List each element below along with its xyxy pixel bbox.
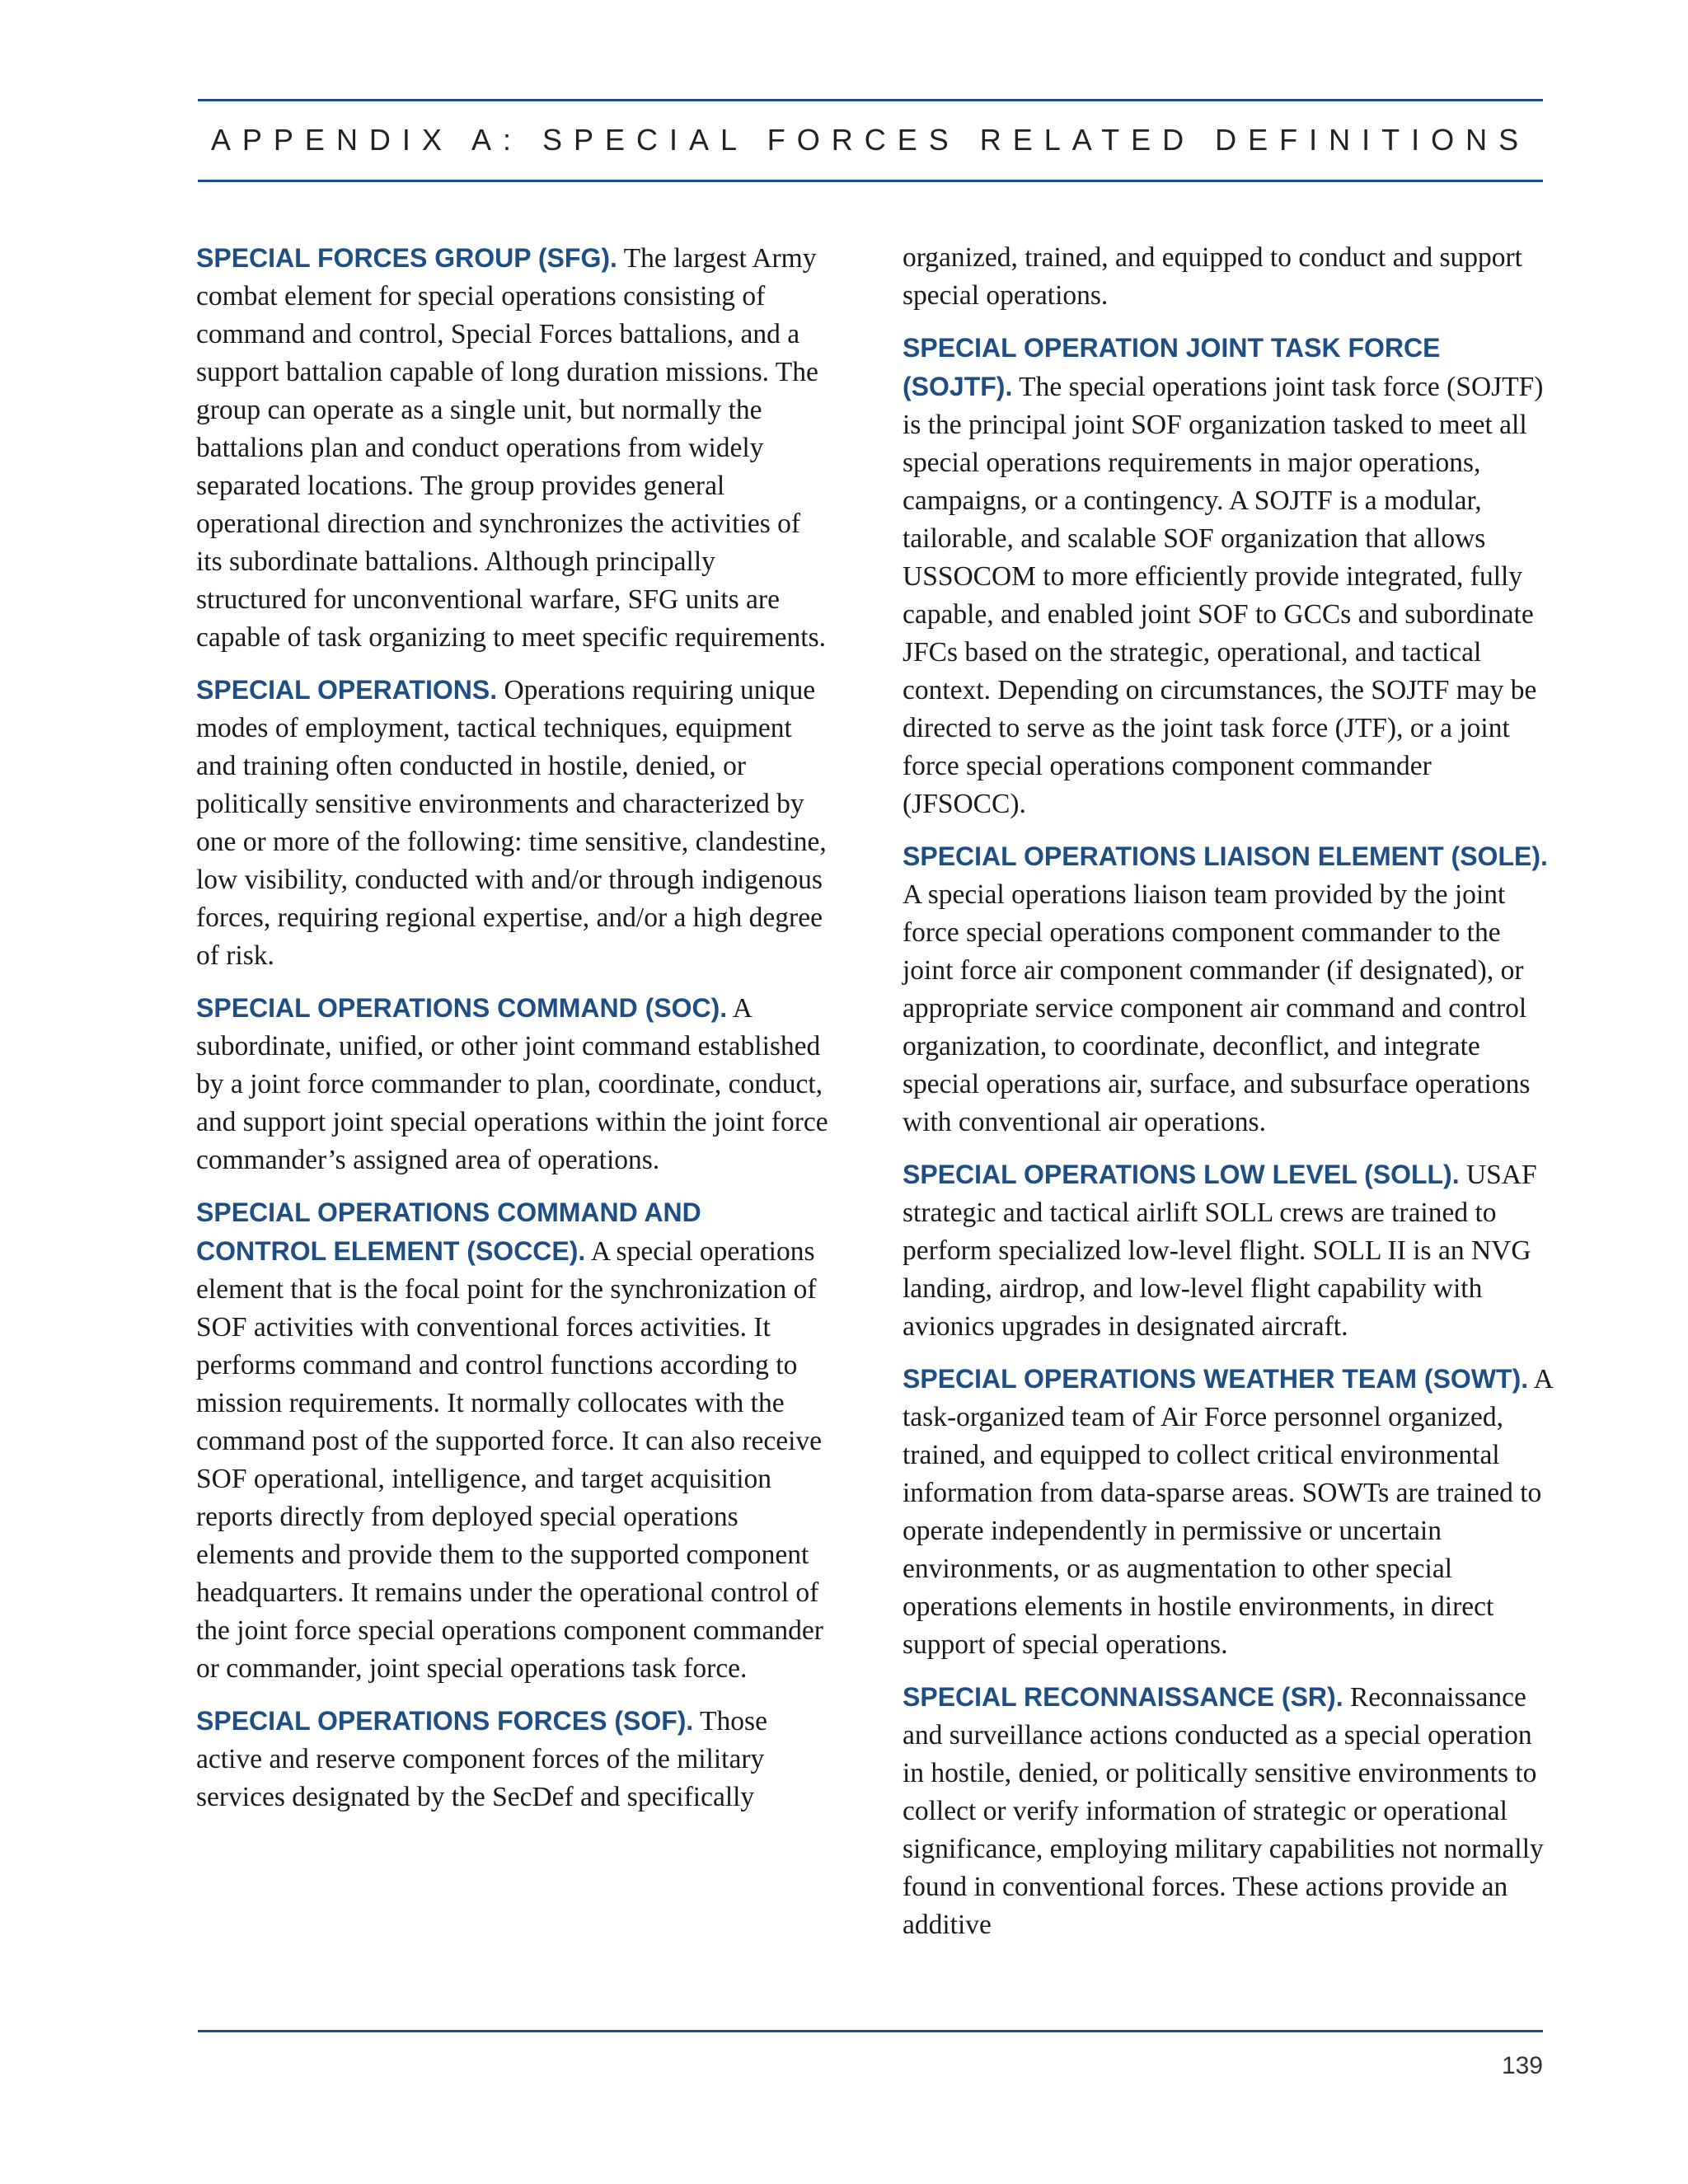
definition-term: SPECIAL OPERATIONS LIAISON ELEMENT (SOLE).: [903, 841, 1548, 871]
definition-text: Operations requiring unique modes of employment, tactical techniques, equipment and training often conducted in hostile, denied, or politically sensitive environments and characterized by one or more of the following: time sensitive, clandestine, low visibility, conducted with and/or through indigenous forces, requiring regional expertise, and/or a high degree of risk.: [196, 675, 827, 971]
header-bottom-rule: [198, 180, 1543, 182]
definition-entry: [903, 837, 1554, 1141]
definition-term: SPECIAL OPERATIONS COMMAND AND CONTROL ELEMENT (SOCCE).: [196, 1197, 701, 1266]
definition-term: SPECIAL OPERATION JOINT TASK FORCE (SOJTF).: [903, 333, 1441, 401]
definition-text: A special operations liaison team provided by the joint force special operations component commander to the joint force air component commander (if designated), or appropriate service component air command and control organization, to coordinate, deconflict, and integrate special operations air, surface, and subsurface operations with conventional air operations.: [903, 879, 1531, 1137]
definition-term: SPECIAL OPERATIONS LOW LEVEL (SOLL).: [903, 1160, 1460, 1189]
definition-entry: [196, 239, 831, 657]
header-top-rule: [198, 99, 1543, 101]
definition-term: SPECIAL RECONNAISSANCE (SR).: [903, 1682, 1343, 1712]
definition-text: Those active and reserve component forces of the military services designated by the SecDef and specifically: [196, 1706, 767, 1812]
definition-text: USAF strategic and tactical airlift SOLL crews are trained to perform specialized low-level flight. SOLL II is an NVG landing, airdrop, and low-level flight capability with avionics upgrades in designated aircraft.: [903, 1160, 1537, 1342]
definition-text: A subordinate, unified, or other joint command established by a joint force commander to plan, coordinate, conduct, and support joint special operations within the joint force commander’s assigned area of operations.: [196, 993, 828, 1175]
definition-term: SPECIAL OPERATIONS COMMAND (SOC).: [196, 993, 728, 1023]
definition-text: The special operations joint task force (SOJTF) is the principal joint SOF organization tasked to meet all special operations requirements in major operations, campaigns, or a contingency. A SOJTF is a modular, tailorable, and scalable SOF organization that allows USSOCOM to more efficiently provide integrated, fully capable, and enabled joint SOF to GCCs and subordinate JFCs based on the strategic, operational, and tactical context. Depending on circumstances, the SOJTF may be directed to serve as the joint task force (JTF), or a joint force special operations component commander (JFSOCC).: [903, 372, 1544, 819]
definition-entry: [903, 1678, 1554, 1944]
right-column: [903, 239, 1554, 1958]
definition-text: Reconnaissance and surveillance actions conducted as a special operation in hostile, denied, or politically sensitive environments to collect or verify information of strategic or operational significance, employing military capabilities not normally found in conventional forces. These actions provide an additive: [903, 1682, 1544, 1940]
definition-entry: [903, 1155, 1554, 1346]
footer-rule: [198, 2030, 1543, 2032]
definition-term: SPECIAL OPERATIONS WEATHER TEAM (SOWT).: [903, 1364, 1529, 1394]
definition-entry: [196, 989, 831, 1179]
definition-entry: [196, 671, 831, 975]
page-header-title: APPENDIX A: SPECIAL FORCES RELATED DEFINITIONS: [210, 123, 1531, 157]
definition-entry: [903, 329, 1554, 823]
definition-term: SPECIAL FORCES GROUP (SFG).: [196, 243, 617, 273]
page-number: 139: [1501, 2052, 1543, 2079]
definition-entry: [196, 1193, 831, 1688]
continued-definition-text: organized, trained, and equipped to conduct and support special operations.: [903, 242, 1522, 311]
left-column: [196, 239, 831, 1830]
definition-term: SPECIAL OPERATIONS FORCES (SOF).: [196, 1706, 694, 1736]
definition-text: The largest Army combat element for special operations consisting of command and control, Special Forces battalions, and a support battalion capable of long duration missions. The group can operate as a single unit, but normally the battalions plan and conduct operations from widely separated locations. The group provides general operational direction and synchronizes the activities of its subordinate battalions. Although principally structured for unconventional warfare, SFG units are capable of task organizing to meet specific requirements.: [196, 243, 827, 653]
definition-text: A task-organized team of Air Force personnel organized, trained, and equipped to collect critical environmental information from data-sparse areas. SOWTs are trained to operate independently in permissive or uncertain environments, or as augmentation to other special operations elements in hostile environments, in direct support of special operations.: [903, 1364, 1552, 1660]
definition-text: A special operations element that is the focal point for the synchronization of SOF activities with conventional forces activities. It performs command and control functions according to mission requirements. It normally collocates with the command post of the supported force. It can also receive SOF operational, intelligence, and target acquisition reports directly from deployed special operations elements and provide them to the supported component headquarters. It remains under the operational control of the joint force special operations component commander or commander, joint special operations task force.: [196, 1236, 823, 1684]
definition-term: SPECIAL OPERATIONS.: [196, 675, 498, 705]
definition-entry: [196, 1702, 831, 1816]
definition-entry: [903, 1360, 1554, 1664]
